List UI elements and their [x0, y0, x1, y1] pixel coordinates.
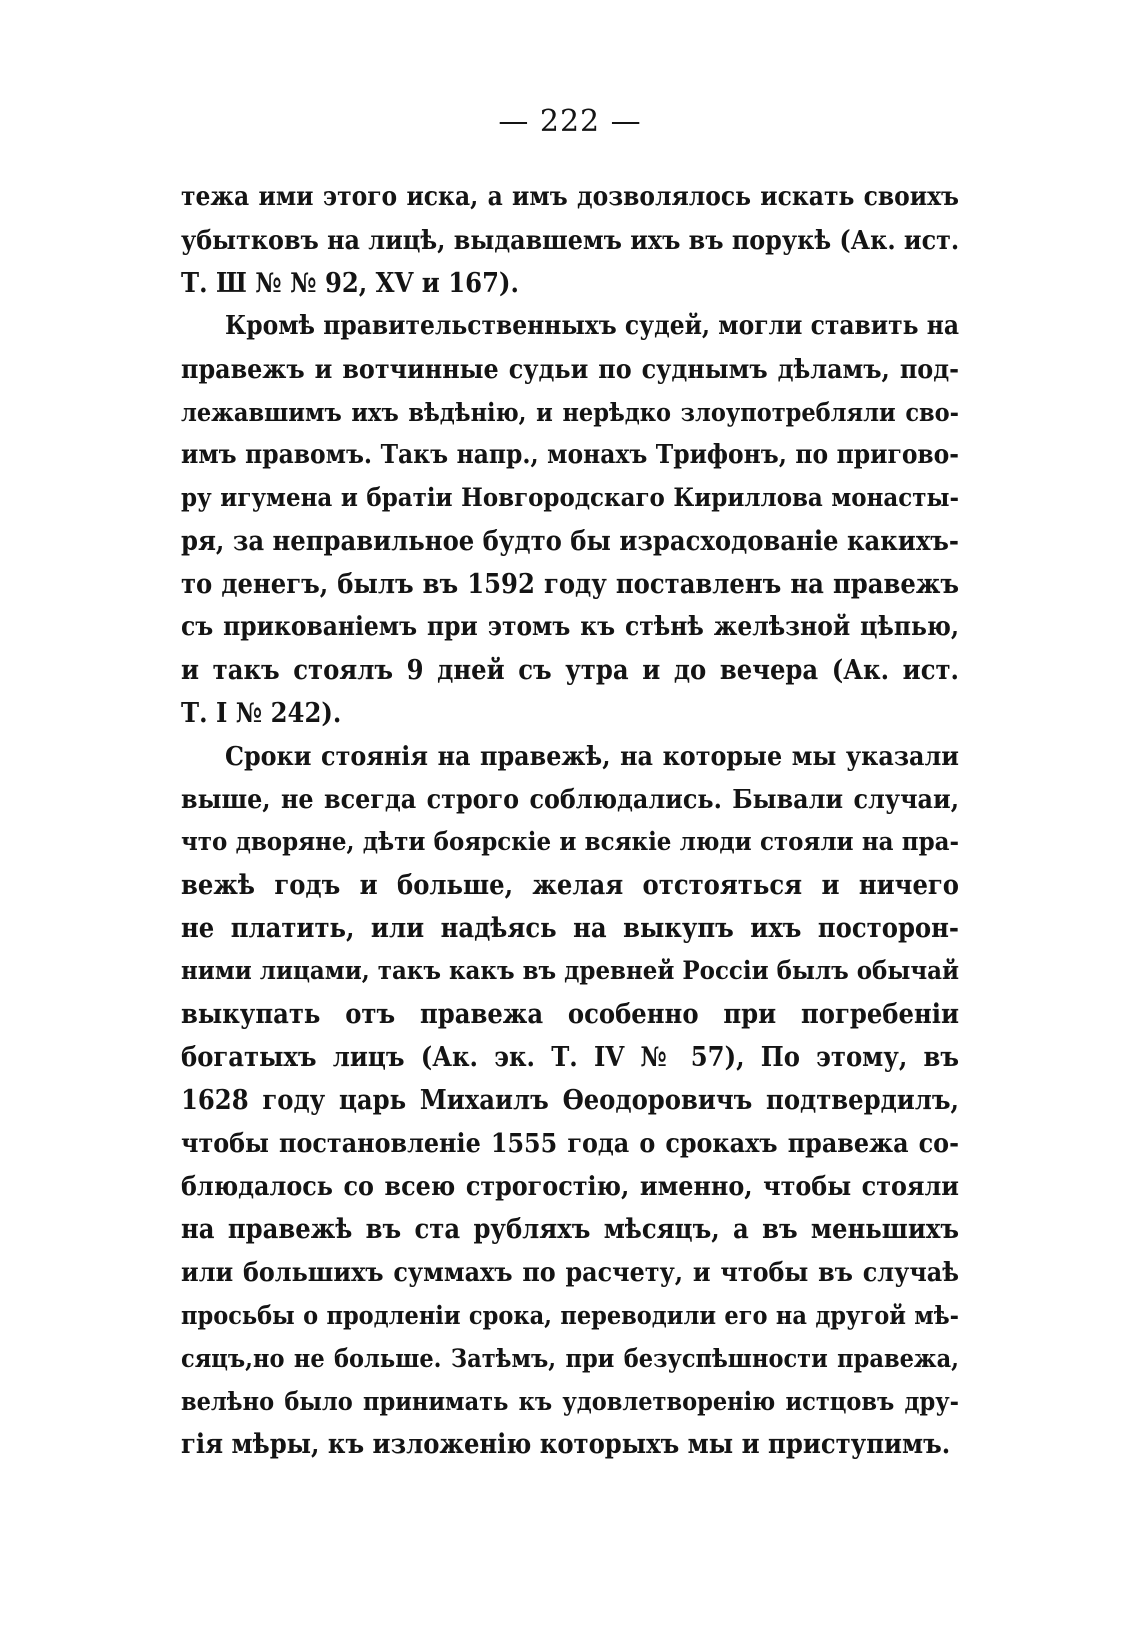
text-line: гія мѣры, къ изложенію которыхъ мы и приступимъ. — [181, 1429, 951, 1460]
page-number: — 222 — — [498, 104, 642, 139]
text-line: чтобы постановленіе 1555 года о срокахъ правежа со- — [181, 1128, 959, 1159]
text-line: Кромѣ правительственныхъ судей, могли ставить на — [225, 311, 959, 341]
text-line: 1628 году царь Михаилъ Ѳеодоровичъ подтвердилъ, — [181, 1085, 959, 1116]
text-line: или большихъ суммахъ по расчету, и чтобы въ случаѣ — [181, 1257, 959, 1288]
text-line: не платить, или надѣясь на выкупъ ихъ посторон- — [181, 913, 959, 944]
text-line: богатыхъ лицъ (Ак. эк. Т. IV № 57), По этому, въ — [181, 1042, 959, 1073]
text-line: ру игумена и братіи Новгородскаго Кириллова монасты- — [181, 483, 959, 513]
text-line: на правежѣ въ ста рубляхъ мѣсяцъ, а въ меньшихъ — [181, 1214, 959, 1245]
text-line: лежавшимъ ихъ вѣдѣнію, и нерѣдко злоупотребляли сво- — [181, 398, 959, 427]
text-line: и такъ стоялъ 9 дней съ утра и до вечера (Ак. ист. — [181, 655, 959, 686]
text-line: просьбы о продленіи срока, переводили его на другой мѣ- — [181, 1301, 959, 1330]
text-line: Т. I № 242). — [181, 698, 342, 729]
text-line: съ прикованіемъ при этомъ къ стѣнѣ желѣзной цѣпью, — [181, 612, 959, 642]
text-line: Сроки стоянія на правежѣ, на которые мы указали — [225, 741, 959, 772]
text-line: велѣно было принимать къ удовлетворенію истцовъ дру- — [181, 1387, 959, 1416]
text-line: тежа ими этого иска, а имъ дозволялось искать своихъ — [181, 182, 959, 212]
text-line: имъ правомъ. Такъ напр., монахъ Трифонъ, по пригово- — [181, 440, 959, 470]
text-line: сяцъ,но не больше. Затѣмъ, при безуспѣшности правежа, — [181, 1344, 959, 1373]
text-line: блюдалось со всею строгостію, именно, чтобы стояли — [181, 1171, 959, 1202]
text-line: убытковъ на лицѣ, выдавшемъ ихъ въ порукѣ (Ак. ист. — [181, 225, 960, 256]
text-line: вежѣ годъ и больше, желая отстояться и ничего — [181, 870, 959, 901]
text-line: Т. Ш № № 92, XV и 167). — [181, 268, 519, 299]
text-line: ря, за неправильное будто бы израсходованіе какихъ- — [181, 526, 960, 557]
body-text — [181, 176, 959, 1466]
text-line: ними лицами, такъ какъ въ древней Россіи былъ обычай — [181, 956, 959, 986]
text-line: выше, не всегда строго соблюдались. Бывали случаи, — [181, 784, 959, 815]
text-line: то денегъ, былъ въ 1592 году поставленъ на правежъ — [181, 569, 959, 600]
text-line: выкупать отъ правежа особенно при погребеніи — [181, 999, 959, 1030]
text-line: что дворяне, дѣти боярскіе и всякіе люди стояли на пра- — [181, 827, 959, 857]
text-line: правежъ и вотчинные судьи по суднымъ дѣламъ, под- — [181, 354, 959, 385]
